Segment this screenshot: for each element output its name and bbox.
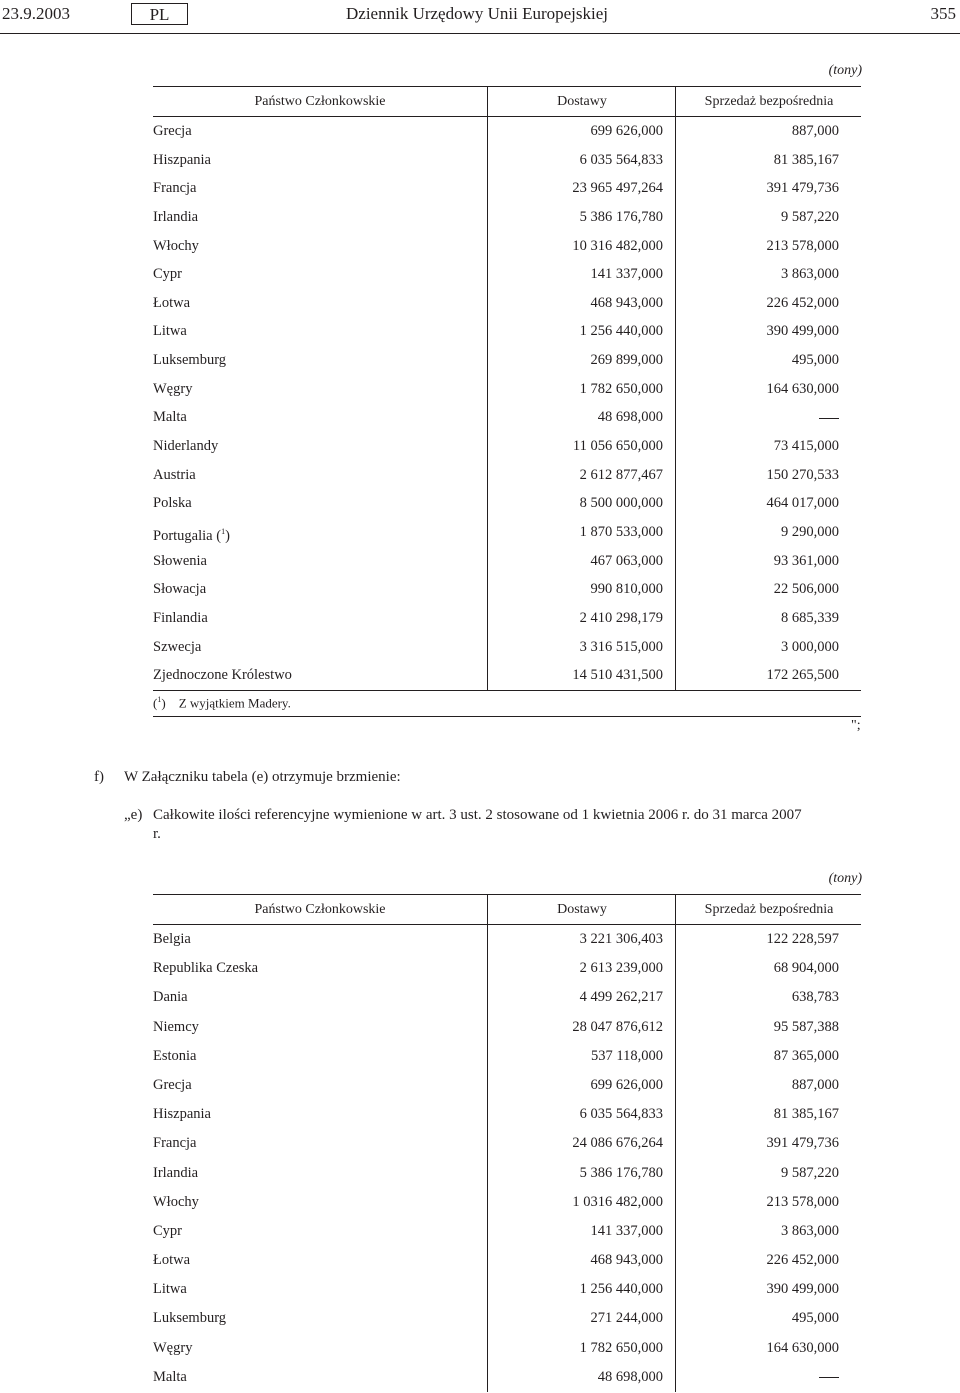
header-language-box: PL bbox=[131, 3, 188, 25]
deliveries-cell: 269 899,000 bbox=[487, 346, 675, 375]
table-row bbox=[153, 375, 861, 404]
direct-sales-cell: 213 578,000 bbox=[675, 1188, 861, 1217]
table1-header-direct-sales: Sprzedaż bezpośrednia bbox=[675, 87, 862, 116]
country-cell: Łotwa bbox=[153, 1252, 191, 1269]
subparagraph-label: „e) bbox=[124, 807, 143, 823]
table1-header-country: Państwo Członkowskie bbox=[254, 94, 386, 109]
country-cell: Francja bbox=[153, 180, 197, 197]
country-cell: Hiszpania bbox=[153, 1106, 211, 1123]
table-row bbox=[153, 1217, 861, 1246]
country-cell: Belgia bbox=[153, 931, 191, 947]
deliveries-cell: 5 386 176,780 bbox=[487, 203, 675, 232]
deliveries-cell: 24 086 676,264 bbox=[487, 1129, 675, 1158]
journal-header bbox=[0, 0, 960, 30]
deliveries-cell: 10 316 482,000 bbox=[487, 232, 675, 261]
subparagraph-text-line2: r. bbox=[153, 826, 161, 842]
country-cell: Irlandia bbox=[153, 208, 199, 225]
country-cell: Irlandia bbox=[153, 1164, 199, 1181]
deliveries-cell: 990 810,000 bbox=[487, 575, 675, 604]
direct-sales-cell: 8 685,339 bbox=[675, 604, 861, 633]
table-row bbox=[153, 1159, 861, 1188]
deliveries-cell: 1 870 533,000 bbox=[487, 518, 675, 547]
country-cell: Cypr bbox=[153, 1222, 182, 1239]
direct-sales-cell: 226 452,000 bbox=[675, 289, 861, 318]
table-row bbox=[153, 633, 861, 662]
country-cell: Zjednoczone Królestwo bbox=[153, 667, 292, 684]
direct-sales-cell: 3 000,000 bbox=[675, 633, 861, 662]
direct-sales-cell: 887,000 bbox=[675, 1071, 861, 1100]
footnote-mark: 1 bbox=[157, 695, 162, 704]
direct-sales-cell bbox=[675, 403, 861, 432]
direct-sales-cell: 22 506,000 bbox=[675, 575, 861, 604]
table1 bbox=[153, 86, 861, 691]
direct-sales-cell: 213 578,000 bbox=[675, 232, 861, 261]
direct-sales-cell: 390 499,000 bbox=[675, 317, 861, 346]
table-row bbox=[153, 260, 861, 289]
table2-body bbox=[153, 925, 861, 1392]
deliveries-cell: 2 613 239,000 bbox=[487, 954, 675, 983]
deliveries-cell: 537 118,000 bbox=[487, 1042, 675, 1071]
deliveries-cell: 14 510 431,500 bbox=[487, 661, 675, 690]
country-cell: Włochy bbox=[153, 1193, 199, 1210]
country-cell: Finlandia bbox=[153, 609, 208, 626]
table1-body bbox=[153, 117, 861, 691]
direct-sales-cell: 9 587,220 bbox=[675, 1159, 861, 1188]
direct-sales-cell: 9 587,220 bbox=[675, 203, 861, 232]
footnote-rule bbox=[153, 716, 861, 717]
country-cell: Luksemburg bbox=[153, 1310, 227, 1327]
table-row bbox=[153, 954, 861, 983]
table1-unit: (tony) bbox=[828, 63, 862, 78]
deliveries-cell: 699 626,000 bbox=[487, 1071, 675, 1100]
direct-sales-cell: 172 265,500 bbox=[675, 661, 861, 690]
table1-footnote: ($^1$) Z wyjątkiem Madery. bbox=[153, 695, 291, 711]
direct-sales-cell: 3 863,000 bbox=[675, 260, 861, 289]
deliveries-cell: 48 698,000 bbox=[487, 1363, 675, 1392]
table2-unit: (tony) bbox=[828, 871, 862, 886]
table-row bbox=[153, 117, 861, 146]
header-date: 23.9.2003 bbox=[2, 4, 70, 23]
table-row bbox=[153, 289, 861, 318]
footnote-reference: 1 bbox=[221, 526, 226, 536]
direct-sales-cell: 390 499,000 bbox=[675, 1275, 861, 1304]
table-row bbox=[153, 174, 861, 203]
table-row bbox=[153, 547, 861, 576]
subparagraph-text-line1: Całkowite ilości referencyjne wymienione w art. 3 ust. 2 stosowane od 1 kwietnia 2006 r. do 31 marca 2007 bbox=[153, 807, 802, 823]
deliveries-cell: 3 316 515,000 bbox=[487, 633, 675, 662]
direct-sales-cell: 122 228,597 bbox=[675, 925, 861, 954]
table-row bbox=[153, 461, 861, 490]
table2-header-direct-sales: Sprzedaż bezpośrednia bbox=[675, 895, 862, 924]
deliveries-cell: 1 0316 482,000 bbox=[487, 1188, 675, 1217]
paragraph-label: f) bbox=[94, 769, 104, 785]
direct-sales-cell: 495,000 bbox=[675, 346, 861, 375]
table-row bbox=[153, 575, 861, 604]
country-cell: Malta bbox=[153, 1368, 187, 1385]
table2 bbox=[153, 894, 861, 1392]
direct-sales-cell: 164 630,000 bbox=[675, 375, 861, 404]
table-row bbox=[153, 403, 861, 432]
deliveries-cell: 468 943,000 bbox=[487, 1246, 675, 1275]
country-cell: Włochy bbox=[153, 237, 199, 254]
header-rule bbox=[0, 33, 960, 34]
header-journal-title: Dziennik Urzędowy Unii Europejskiej bbox=[346, 4, 609, 23]
deliveries-cell: 5 386 176,780 bbox=[487, 1159, 675, 1188]
deliveries-cell: 6 035 564,833 bbox=[487, 146, 675, 175]
direct-sales-cell: 887,000 bbox=[675, 117, 861, 146]
dash-mark bbox=[819, 418, 839, 419]
direct-sales-cell: 87 365,000 bbox=[675, 1042, 861, 1071]
deliveries-cell: 467 063,000 bbox=[487, 547, 675, 576]
header-page-number: 355 bbox=[930, 4, 956, 23]
country-cell: Cypr bbox=[153, 266, 182, 283]
direct-sales-cell: 9 290,000 bbox=[675, 518, 861, 547]
direct-sales-cell: 3 863,000 bbox=[675, 1217, 861, 1246]
direct-sales-cell: 81 385,167 bbox=[675, 146, 861, 175]
table2-header-row bbox=[153, 894, 861, 925]
country-cell: Francja bbox=[153, 1135, 197, 1152]
direct-sales-cell: 93 361,000 bbox=[675, 547, 861, 576]
deliveries-cell: 28 047 876,612 bbox=[487, 1013, 675, 1042]
table-row bbox=[153, 1334, 861, 1363]
country-cell: Niemcy bbox=[153, 1018, 199, 1035]
country-cell: Estonia bbox=[153, 1047, 197, 1064]
deliveries-cell: 48 698,000 bbox=[487, 403, 675, 432]
deliveries-cell: 468 943,000 bbox=[487, 289, 675, 318]
direct-sales-cell: 68 904,000 bbox=[675, 954, 861, 983]
country-cell: Republika Czeska bbox=[153, 960, 259, 977]
country-cell: Niderlandy bbox=[153, 438, 219, 455]
direct-sales-cell bbox=[675, 1363, 861, 1392]
deliveries-cell: 23 965 497,264 bbox=[487, 174, 675, 203]
table-row bbox=[153, 604, 861, 633]
table-row bbox=[153, 1100, 861, 1129]
country-cell: Litwa bbox=[153, 1281, 187, 1298]
table-row bbox=[153, 489, 861, 518]
deliveries-cell: 699 626,000 bbox=[487, 117, 675, 146]
country-cell: Polska bbox=[153, 495, 192, 512]
table1-header-row bbox=[153, 86, 861, 117]
table-row bbox=[153, 203, 861, 232]
direct-sales-cell: 391 479,736 bbox=[675, 174, 861, 203]
table-row bbox=[153, 1042, 861, 1071]
deliveries-cell: 141 337,000 bbox=[487, 1217, 675, 1246]
closing-quote: "; bbox=[851, 718, 861, 733]
table-row bbox=[153, 1013, 861, 1042]
table-row bbox=[153, 1304, 861, 1333]
table-row bbox=[153, 232, 861, 261]
table-row bbox=[153, 1188, 861, 1217]
direct-sales-cell: 391 479,736 bbox=[675, 1129, 861, 1158]
paragraph-text: W Załączniku tabela (e) otrzymuje brzmienie: bbox=[124, 769, 401, 785]
direct-sales-cell: 495,000 bbox=[675, 1304, 861, 1333]
deliveries-cell: 141 337,000 bbox=[487, 260, 675, 289]
country-cell: Grecja bbox=[153, 1076, 192, 1093]
deliveries-cell: 1 782 650,000 bbox=[487, 1334, 675, 1363]
country-cell: Dania bbox=[153, 989, 188, 1006]
table-row bbox=[153, 1129, 861, 1158]
table-row bbox=[153, 346, 861, 375]
deliveries-cell: 2 612 877,467 bbox=[487, 461, 675, 490]
deliveries-cell: 2 410 298,179 bbox=[487, 604, 675, 633]
table-row bbox=[153, 1363, 861, 1392]
direct-sales-cell: 226 452,000 bbox=[675, 1246, 861, 1275]
deliveries-cell: 11 056 650,000 bbox=[487, 432, 675, 461]
table-row bbox=[153, 432, 861, 461]
table-row bbox=[153, 983, 861, 1012]
country-cell: Węgry bbox=[153, 1339, 193, 1356]
direct-sales-cell: 638,783 bbox=[675, 983, 861, 1012]
direct-sales-cell: 164 630,000 bbox=[675, 1334, 861, 1363]
table-row bbox=[153, 146, 861, 175]
deliveries-cell: 3 221 306,403 bbox=[487, 925, 675, 954]
direct-sales-cell: 464 017,000 bbox=[675, 489, 861, 518]
footnote-text: Z wyjątkiem Madery. bbox=[178, 695, 291, 711]
deliveries-cell: 271 244,000 bbox=[487, 1304, 675, 1333]
direct-sales-cell: 73 415,000 bbox=[675, 432, 861, 461]
deliveries-cell: 4 499 262,217 bbox=[487, 983, 675, 1012]
table-row bbox=[153, 925, 861, 954]
table-row bbox=[153, 1071, 861, 1100]
country-cell: Łotwa bbox=[153, 294, 191, 311]
deliveries-cell: 1 782 650,000 bbox=[487, 375, 675, 404]
deliveries-cell: 1 256 440,000 bbox=[487, 317, 675, 346]
country-cell: Luksemburg bbox=[153, 352, 227, 369]
direct-sales-cell: 81 385,167 bbox=[675, 1100, 861, 1129]
country-cell: Szwecja bbox=[153, 638, 202, 655]
dash-mark bbox=[819, 1377, 839, 1378]
table2-header-country: Państwo Członkowskie bbox=[254, 902, 386, 917]
country-cell: Malta bbox=[153, 409, 187, 426]
direct-sales-cell: 150 270,533 bbox=[675, 461, 861, 490]
country-cell: Słowacja bbox=[153, 581, 207, 598]
country-cell: Litwa bbox=[153, 323, 187, 340]
table1-header-deliveries: Dostawy bbox=[487, 87, 676, 116]
country-cell: Austria bbox=[153, 466, 196, 483]
deliveries-cell: 8 500 000,000 bbox=[487, 489, 675, 518]
country-cell: Portugalia ($^1$) bbox=[153, 526, 230, 544]
direct-sales-cell: 95 587,388 bbox=[675, 1013, 861, 1042]
country-cell: Węgry bbox=[153, 380, 193, 397]
country-cell: Grecja bbox=[153, 123, 192, 139]
table-row bbox=[153, 1275, 861, 1304]
table-row bbox=[153, 661, 861, 690]
deliveries-cell: 6 035 564,833 bbox=[487, 1100, 675, 1129]
country-cell: Hiszpania bbox=[153, 151, 211, 168]
table-row bbox=[153, 317, 861, 346]
country-cell: Słowenia bbox=[153, 552, 207, 569]
table2-header-deliveries: Dostawy bbox=[487, 895, 676, 924]
table-row bbox=[153, 1246, 861, 1275]
table-row bbox=[153, 518, 861, 547]
deliveries-cell: 1 256 440,000 bbox=[487, 1275, 675, 1304]
